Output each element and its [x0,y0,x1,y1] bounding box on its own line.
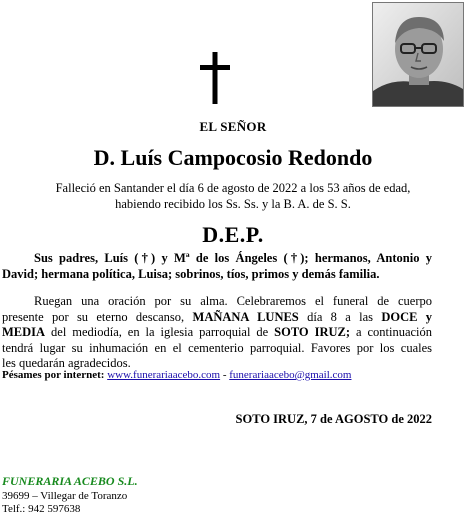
funeral-home-name: FUNERARIA ACEBO S.L. [2,474,138,488]
family-paragraph [2,251,432,282]
heading-label: EL SEÑOR [199,119,267,134]
ceremony-line: tendrá lugar su inhumación en el cementerio parroquial. Favores por los cuales [2,340,432,355]
ceremony-text: día 8 a las [307,309,374,324]
funeral-home-address: 39699 – Villegar de Toranzo [2,490,128,502]
ceremony-line: les quedarán agradecidos. [2,356,131,370]
link-separator: - [222,369,227,381]
ceremony-day: MAÑANA LUNES [192,309,299,324]
ceremony-paragraph [2,294,432,372]
ceremony-text: a continuación [355,325,433,339]
place-date: SOTO IRUZ, 7 de AGOSTO de 2022 [235,412,432,426]
death-notice-line: habiendo recibido los Ss. Ss. y la B. A. de S. S. [115,197,351,211]
family-line: Sus padres, Luís (†) y Mª de los Ángeles (†); hermanos, Antonio y [34,251,432,265]
ceremony-line [2,325,432,341]
condolences-line [2,369,351,381]
ceremony-text: del mediodía, en la iglesia parroquial de [51,325,269,339]
rip-label: D.E.P. [202,222,264,247]
death-notice-line: Falleció en Santander el día 6 de agosto de 2022 a los 53 años de edad, [55,181,411,195]
funeral-home-phone: Telf.: 942 597638 [2,503,81,515]
ceremony-place: SOTO IRUZ; [274,325,351,339]
ceremony-line: Ruegan una oración por su alma. Celebraremos el funeral de cuerpo [34,294,432,308]
ceremony-text: y [425,309,433,324]
ceremony-line [2,310,432,326]
ceremony-hour: MEDIA [2,325,46,339]
portrait-photo [372,2,464,107]
ceremony-text: presente por su eterno descanso, [2,309,185,324]
latin-cross-icon [200,52,230,104]
email-link[interactable]: funerariaacebo@gmail.com [229,369,352,381]
ceremony-hour: DOCE [381,309,418,324]
website-link[interactable]: www.funerariaacebo.com [107,369,221,381]
deceased-name: D. Luís Campocosio Redondo [93,145,373,170]
condolences-label: Pésames por internet: [2,369,105,381]
family-line: David; hermana política, Luisa; sobrinos, tíos, primos y demás familia. [2,266,380,281]
